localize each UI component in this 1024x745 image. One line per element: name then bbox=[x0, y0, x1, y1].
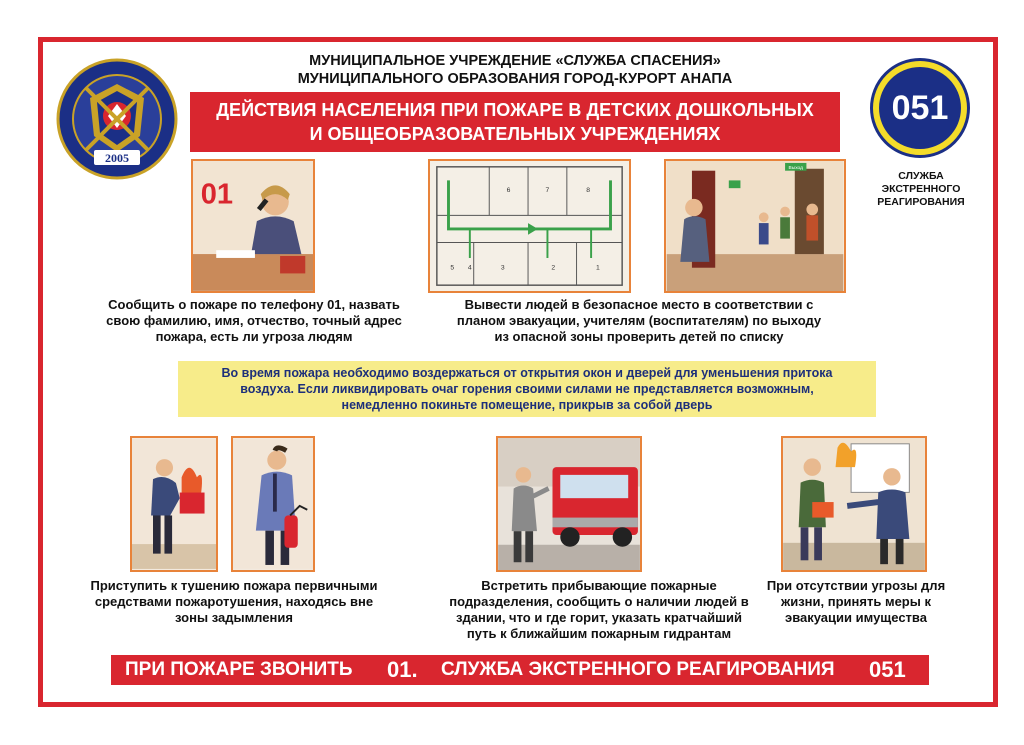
service-label-line-1: СЛУЖБА bbox=[898, 170, 944, 182]
notice-line-1: Во время пожара необходимо воздержаться от открытия окон и дверей для уменьшения притока bbox=[221, 366, 833, 380]
exit-corridor-illustration bbox=[664, 159, 846, 293]
telephone-icon bbox=[280, 256, 305, 273]
fire-blanket-illustration bbox=[130, 436, 218, 572]
evacuate-caption-line-3: из опасной зоны проверить детей по списку bbox=[494, 329, 784, 344]
meet-caption-line-1: Встретить прибывающие пожарные bbox=[481, 578, 717, 593]
evacuate-caption-line-2: планом эвакуации, учителям (воспитателям) по выходу bbox=[456, 313, 822, 328]
notice-line-2: воздуха. Если ликвидировать очаг горения своими силами не представляется возможным, bbox=[240, 382, 814, 396]
meet-caption-line-3: здании, что и где горит, указать кратчайший bbox=[456, 610, 742, 625]
emblem-year: 2005 bbox=[105, 151, 129, 165]
footer-call-text: ПРИ ПОЖАРЕ ЗВОНИТЬ bbox=[125, 659, 353, 680]
extinguish-caption-line-3: зоны задымления bbox=[175, 610, 293, 625]
room-label: 5 bbox=[450, 264, 455, 272]
phone-number-01-badge: 01 bbox=[200, 178, 234, 211]
organization-name bbox=[190, 52, 840, 88]
extinguish-caption-line-2: средствами пожаротушения, находясь вне bbox=[94, 594, 374, 609]
service-label-line-2: ЭКСТРЕННОГО bbox=[881, 183, 961, 195]
emergency-number: 051 bbox=[879, 67, 961, 149]
property-caption-line-2: жизни, принять меры к bbox=[781, 594, 931, 609]
property-caption-line-1: При отсутствии угрозы для bbox=[766, 578, 946, 593]
evacuate-caption bbox=[424, 297, 854, 345]
emergency-number-badge bbox=[870, 58, 970, 158]
title-line-1: ДЕЙСТВИЯ НАСЕЛЕНИЯ ПРИ ПОЖАРЕ В ДЕТСКИХ ДОШКОЛЬНЫХ bbox=[216, 100, 814, 120]
fire-truck-illustration bbox=[496, 436, 642, 572]
emergency-service-label bbox=[856, 170, 986, 209]
room-label: 4 bbox=[467, 264, 472, 272]
call-caption-line-2: свою фамилию, имя, отчество, точный адрес bbox=[106, 313, 402, 328]
room-label: 1 bbox=[595, 264, 600, 272]
room-label: 6 bbox=[506, 187, 511, 195]
extinguish-caption bbox=[74, 578, 394, 626]
room-label: 8 bbox=[586, 187, 591, 195]
call-caption-line-1: Сообщить о пожаре по телефону 01, назвать bbox=[108, 297, 400, 312]
footer-service-number: 051 bbox=[869, 657, 906, 682]
evacuate-caption-line-1: Вывести людей в безопасное место в соответствии с bbox=[464, 297, 814, 312]
org-line-2: МУНИЦИПАЛЬНОГО ОБРАЗОВАНИЯ ГОРОД-КУРОРТ АНАПА bbox=[297, 71, 733, 87]
room-label: 7 bbox=[545, 187, 550, 195]
meet-caption bbox=[424, 578, 774, 642]
room-label: 3 bbox=[500, 264, 505, 272]
property-caption bbox=[758, 578, 954, 626]
meet-caption-line-2: подразделения, сообщить о наличии людей в bbox=[449, 594, 749, 609]
extinguisher-icon bbox=[284, 515, 297, 547]
call-caption-line-3: пожара, есть ли угроза людям bbox=[155, 329, 353, 344]
call-caption bbox=[84, 297, 424, 345]
room-label: 2 bbox=[551, 264, 556, 272]
fire-extinguisher-illustration bbox=[231, 436, 315, 572]
emergency-numbers-bar bbox=[111, 655, 929, 685]
exit-sign-text: Выход bbox=[788, 166, 803, 172]
page-title bbox=[190, 92, 840, 152]
notice-line-3: немедленно покиньте помещение, прикрыв за собой дверь bbox=[341, 398, 713, 412]
title-line-2: И ОБЩЕОБРАЗОВАТЕЛЬНЫХ УЧРЕЖДЕНИЯХ bbox=[309, 124, 721, 144]
service-label-line-3: РЕАГИРОВАНИЯ bbox=[877, 196, 965, 208]
footer-service-text: СЛУЖБА ЭКСТРЕННОГО РЕАГИРОВАНИЯ bbox=[441, 659, 835, 680]
evacuation-plan-illustration bbox=[428, 159, 631, 293]
rescue-service-emblem bbox=[56, 58, 178, 180]
warning-notice bbox=[178, 361, 876, 417]
meet-caption-line-4: путь к ближайшим пожарным гидрантам bbox=[466, 626, 732, 641]
box-icon bbox=[812, 502, 833, 518]
extinguish-caption-line-1: Приступить к тушению пожара первичными bbox=[90, 578, 378, 593]
property-evacuation-illustration bbox=[781, 436, 927, 572]
call-illustration bbox=[191, 159, 315, 293]
footer-fire-number: 01. bbox=[387, 657, 418, 682]
org-line-1: МУНИЦИПАЛЬНОЕ УЧРЕЖДЕНИЕ «СЛУЖБА СПАСЕНИЯ» bbox=[309, 53, 721, 69]
property-caption-line-3: эвакуации имущества bbox=[785, 610, 927, 625]
